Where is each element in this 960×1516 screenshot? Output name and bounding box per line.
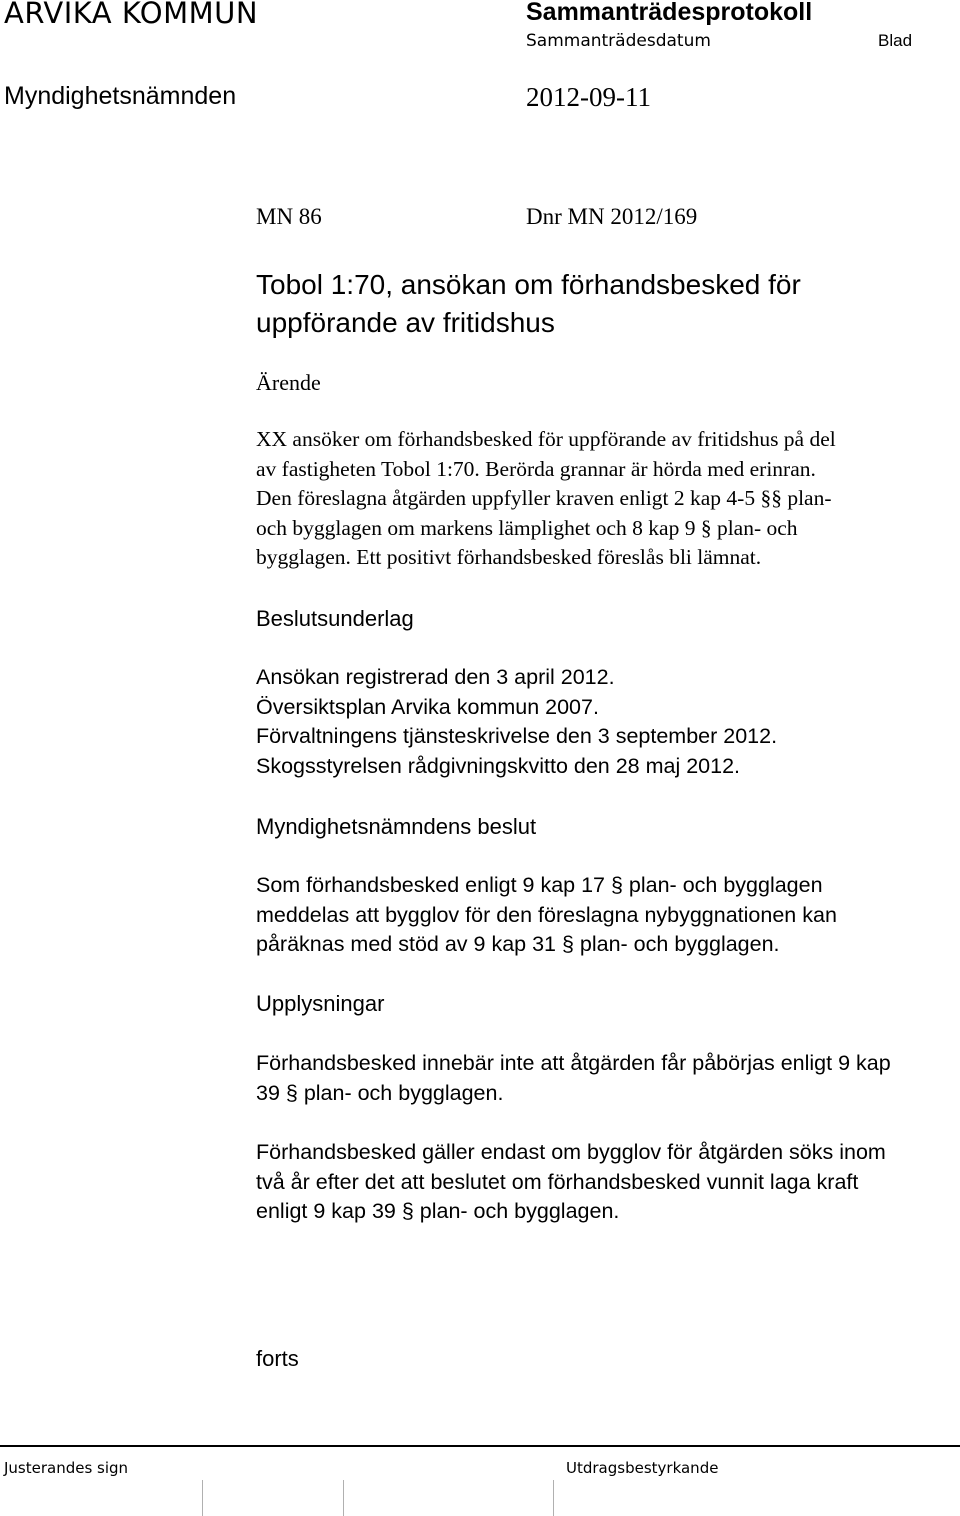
beslutsunderlag-list: [256, 663, 936, 781]
footer-divider: [0, 1445, 960, 1447]
arende-heading: Ärende: [256, 370, 321, 395]
underlag-item: Ansökan registrerad den 3 april 2012.: [256, 665, 615, 689]
beslut-line: påräknas med stöd av 9 kap 31 § plan- och bygglagen.: [256, 932, 780, 956]
upplysningar-line: Förhandsbesked innebär inte att åtgärden får påbörjas enligt 9 kap: [256, 1051, 891, 1075]
arende-line: och bygglagen om markens lämplighet och 8 kap 9 § plan- och: [256, 515, 798, 540]
arende-line: bygglagen. Ett positivt förhandsbesked föreslås bli lämnat.: [256, 545, 762, 569]
arende-line: Den föreslagna åtgärden uppfyller kraven enligt 2 kap 4-5 §§ plan-: [256, 486, 832, 510]
underlag-item: Översiktsplan Arvika kommun 2007.: [256, 694, 599, 719]
upplysningar-paragraph-2: [256, 1138, 936, 1227]
upplysningar-line: 39 § plan- och bygglagen.: [256, 1080, 504, 1105]
arende-line: XX ansöker om förhandsbesked för uppförande av fritidshus på del: [256, 427, 836, 451]
signature-box-divider: [343, 1480, 344, 1516]
beslutsunderlag-heading: Beslutsunderlag: [256, 606, 414, 631]
underlag-item: Skogsstyrelsen rådgivningskvitto den 28 maj 2012.: [256, 753, 741, 778]
signature-box-divider: [553, 1480, 554, 1516]
protocol-title: Sammanträdesprotokoll: [526, 0, 813, 26]
arende-line: av fastigheten Tobol 1:70. Berörda grannar är hörda med erinran.: [256, 456, 816, 481]
organization-logo-text: ARVIKA KOMMUN: [4, 0, 259, 30]
body-name: Myndighetsnämnden: [4, 82, 237, 110]
extract-label: Utdragsbestyrkande: [566, 1459, 719, 1477]
upplysningar-heading: Upplysningar: [256, 991, 385, 1016]
signature-label: Justerandes sign: [4, 1459, 129, 1477]
upplysningar-line: Förhandsbesked gäller endast om bygglov för åtgärden söks inom: [256, 1140, 886, 1164]
continued-marker: forts: [256, 1346, 299, 1371]
arende-text: [256, 425, 936, 573]
underlag-item: Förvaltningens tjänsteskrivelse den 3 september 2012.: [256, 724, 778, 748]
sheet-label: Blad: [878, 31, 913, 50]
matter-title: Tobol 1:70, ansökan om förhandsbesked för uppförande av fritidshus: [256, 269, 801, 338]
upplysningar-paragraph-1: [256, 1049, 936, 1108]
beslut-text: [256, 871, 936, 960]
signature-box-divider: [202, 1480, 203, 1516]
matter-number: MN 86: [256, 204, 322, 229]
beslut-line: Som förhandsbesked enligt 9 kap 17 § plan- och bygglagen: [256, 873, 823, 897]
meeting-date-label: Sammanträdesdatum: [526, 31, 711, 51]
matter-dnr: Dnr MN 2012/169: [526, 204, 698, 229]
upplysningar-line: enligt 9 kap 39 § plan- och bygglagen.: [256, 1199, 620, 1223]
beslut-line: meddelas att bygglov för den föreslagna nybyggnationen kan: [256, 902, 837, 927]
upplysningar-line: två år efter det att beslutet om förhandsbesked vunnit laga kraft: [256, 1169, 859, 1194]
beslut-heading: Myndighetsnämndens beslut: [256, 814, 537, 839]
meeting-date: 2012-09-11: [526, 82, 651, 112]
